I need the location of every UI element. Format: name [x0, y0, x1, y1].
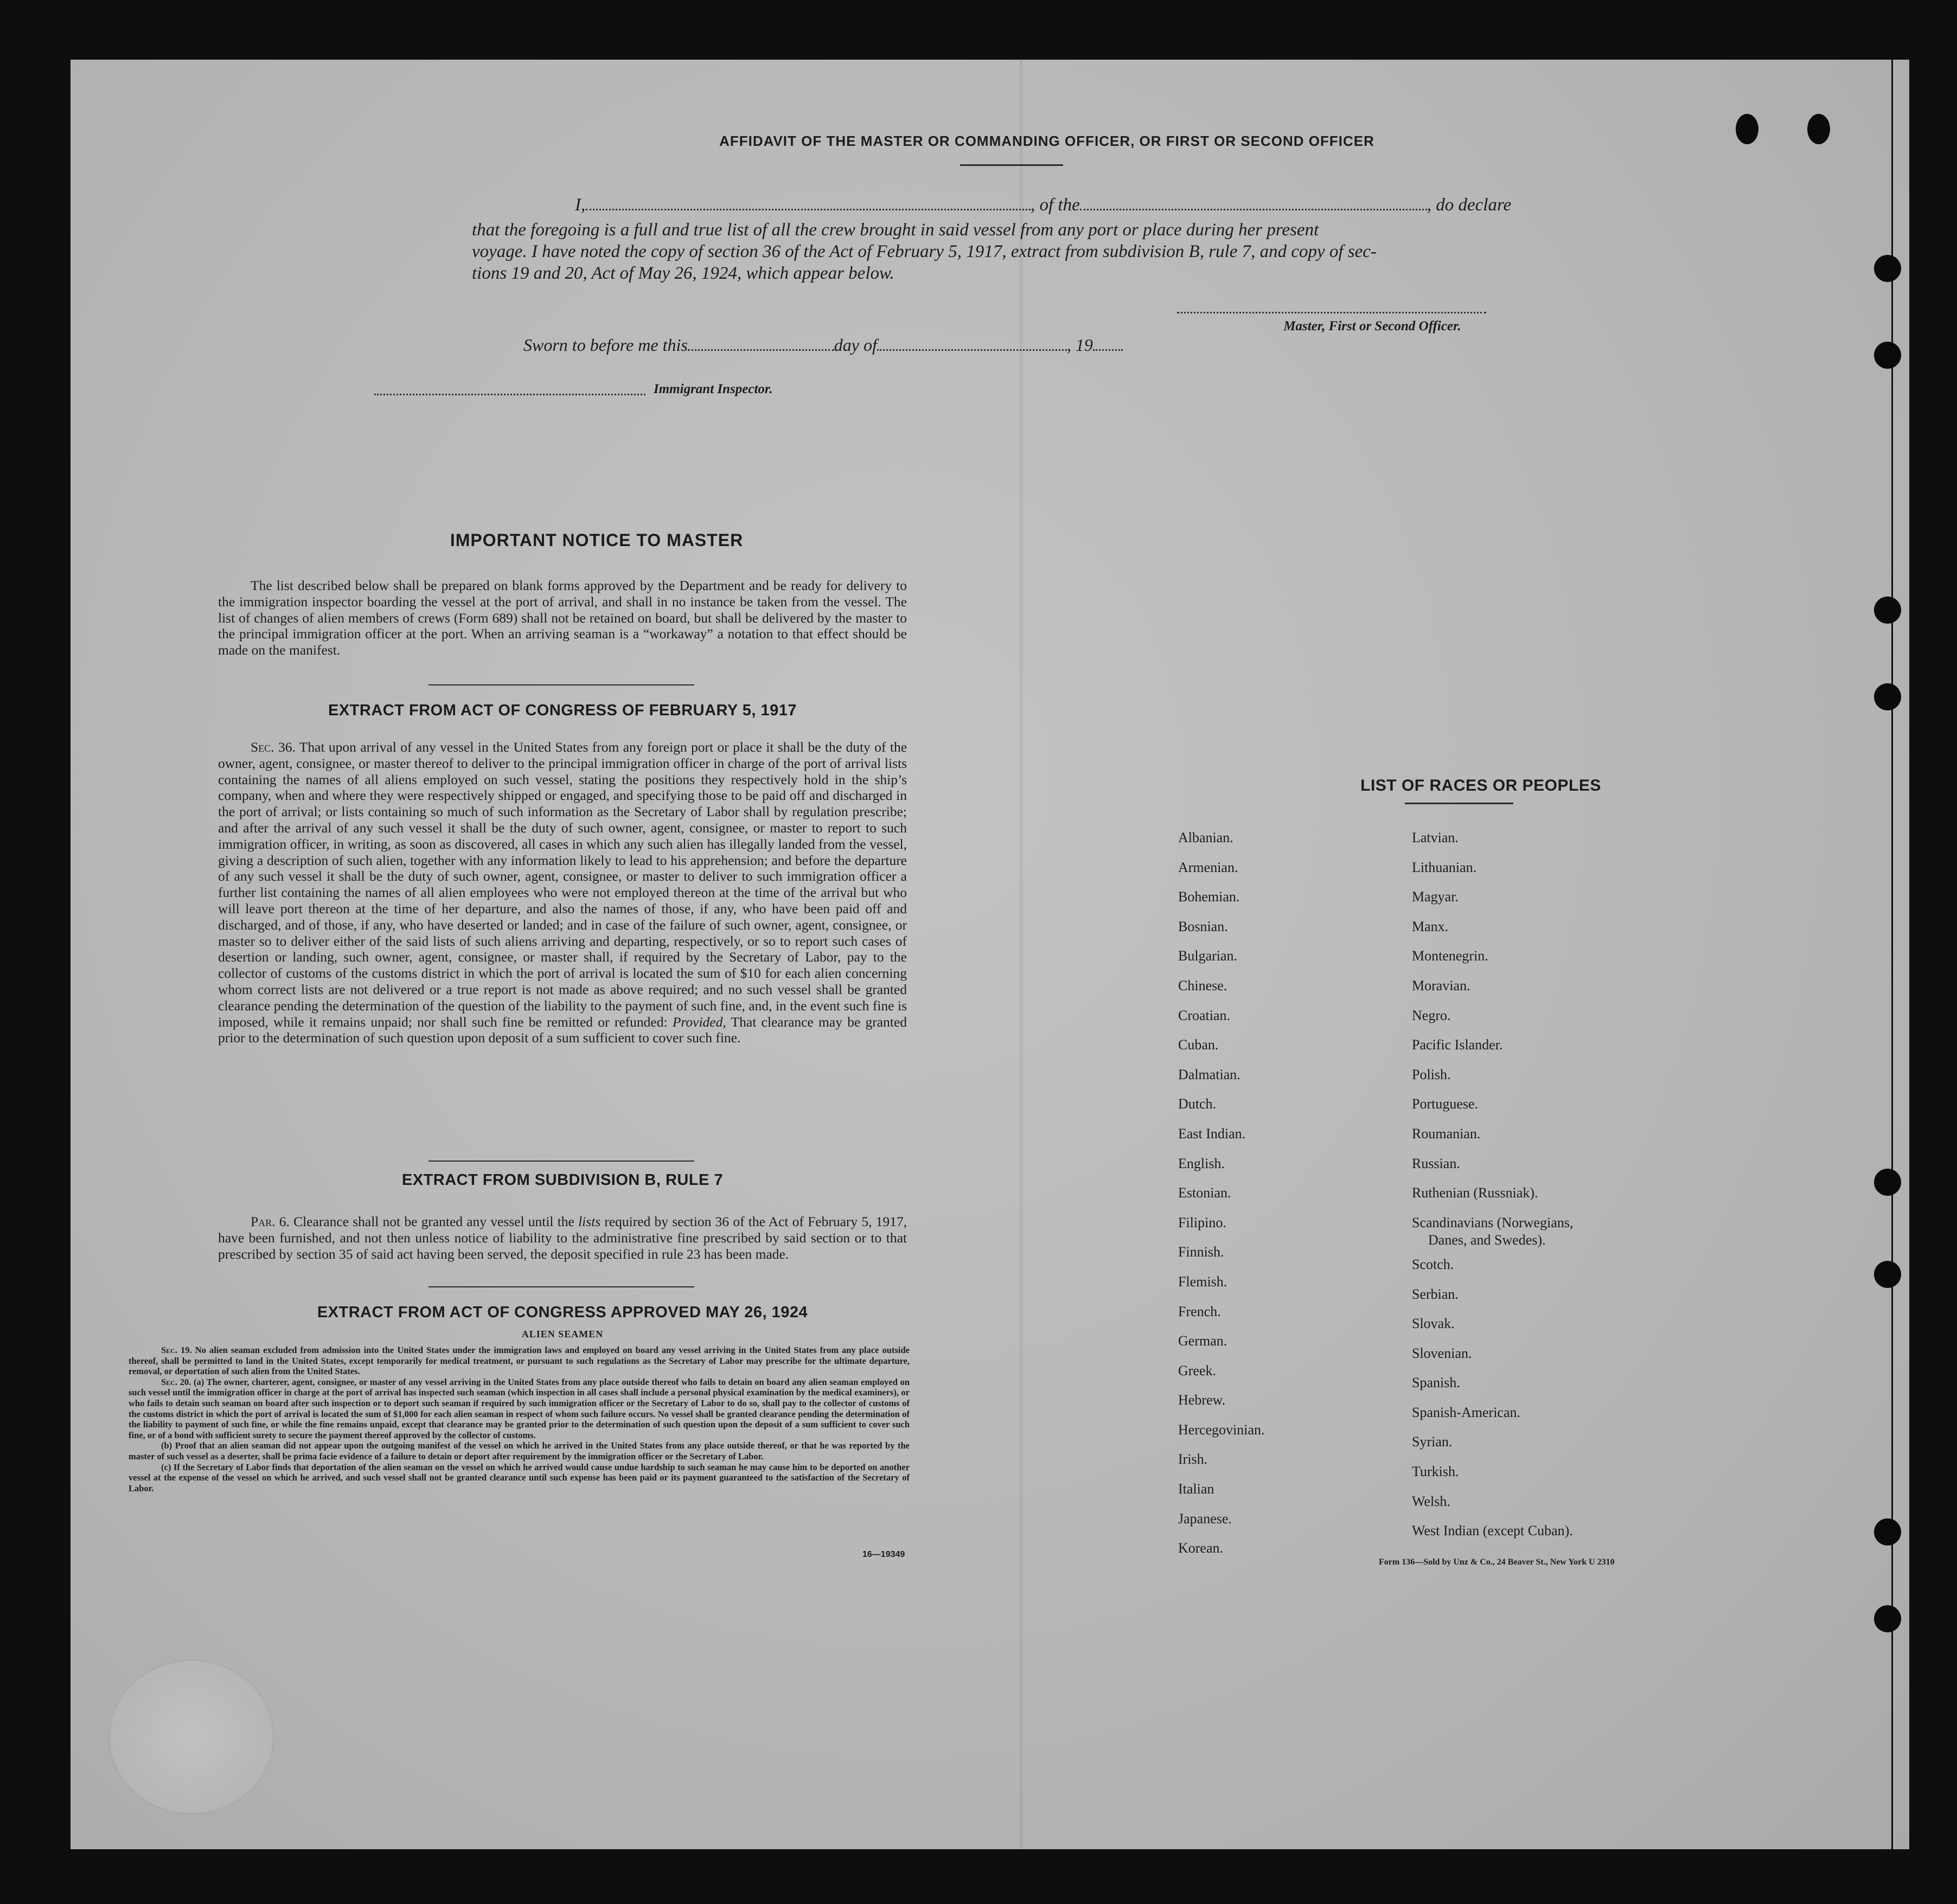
race-item: Pacific Islander.: [1412, 1037, 1503, 1053]
race-item: Welsh.: [1412, 1493, 1450, 1509]
declaration-do-declare: , do declare: [1427, 195, 1512, 215]
race-item: Armenian.: [1178, 859, 1238, 875]
race-item: Moravian.: [1412, 977, 1470, 993]
race-item: Cuban.: [1178, 1037, 1219, 1053]
race-item: Croatian.: [1178, 1007, 1231, 1023]
extract-1924-title: EXTRACT FROM ACT OF CONGRESS APPROVED MAY 26, 1924: [317, 1304, 808, 1321]
paragraph-6-label: Par. 6.: [251, 1214, 290, 1229]
race-item: Hercegovinian.: [1178, 1421, 1265, 1438]
race-item: East Indian.: [1178, 1125, 1246, 1142]
provided-word: Provided,: [672, 1014, 726, 1030]
punch-hole: [1874, 1605, 1901, 1632]
race-item: Japanese.: [1178, 1510, 1232, 1527]
section-20-c-text: (c) If the Secretary of Labor finds that deportation of the alien seaman on the vessel on which he arrived would cause undue hardship to such seaman he may cause him to be deported on another vessel at the expense of the vessel on which he arrived, and such vessel shall not be granted clearance until such expense has been paid or its payment guaranteed to the satisfaction of the Secretary of Labor.: [129, 1461, 910, 1493]
affidavit-title: AFFIDAVIT OF THE MASTER OR COMMANDING OFFICER, OR FIRST OR SECOND OFFICER: [719, 133, 1374, 149]
sections-19-20: [129, 1345, 910, 1493]
race-item: Ruthenian (Russniak).: [1412, 1185, 1538, 1201]
race-item: Lithuanian.: [1412, 859, 1477, 875]
race-item: Spanish-American.: [1412, 1404, 1521, 1420]
notice-paragraph: [218, 578, 907, 658]
divider: [429, 1286, 694, 1287]
section-20-label: Sec. 20.: [161, 1376, 191, 1387]
document-page: [71, 60, 1909, 1849]
master-label: Master, First or Second Officer.: [1283, 319, 1461, 334]
races-left-column: [1178, 823, 1265, 1563]
declaration-line-2: that the foregoing is a full and true list of all the crew brought in said vessel from any port or place during her present: [472, 220, 1319, 240]
notice-title: IMPORTANT NOTICE TO MASTER: [450, 530, 744, 550]
extract-1917-title: EXTRACT FROM ACT OF CONGRESS OF FEBRUARY 5, 1917: [328, 702, 797, 719]
race-item: Syrian.: [1412, 1434, 1453, 1450]
race-item: Montenegrin.: [1412, 948, 1488, 964]
divider: [429, 684, 694, 685]
race-item: Bosnian.: [1178, 918, 1228, 934]
declaration-line-3: voyage. I have noted the copy of section 36 of the Act of February 5, 1917, extract from subdivision B, rule 7, and copy of sec-: [472, 242, 1377, 261]
sworn-line: [523, 335, 1123, 355]
page-fold: [1020, 60, 1023, 1849]
race-item: Magyar.: [1412, 889, 1459, 905]
notice-text: The list described below shall be prepared on blank forms approved by the Department and be ready for delivery to the immigration inspector boarding the vessel at the port of arrival, and shall in no instance be taken from the vessel. The list of changes of alien members of crews (Form 689) shall not be retained on board, but shall be delivered by the master to the principal immigration officer at the port. When an arriving seaman is a “workaway” a notation to that effect should be made on the manifest.: [218, 578, 907, 658]
race-item: Greek.: [1178, 1362, 1217, 1379]
race-item: Spanish.: [1412, 1375, 1460, 1391]
race-item: Korean.: [1178, 1540, 1224, 1556]
declaration-i: I,: [575, 195, 586, 215]
race-item: Italian: [1178, 1481, 1214, 1497]
punch-hole: [1874, 683, 1901, 710]
race-item: West Indian (except Cuban).: [1412, 1523, 1573, 1539]
year-prefix: , 19: [1066, 335, 1093, 355]
race-item: Finnish.: [1178, 1244, 1224, 1260]
race-item: Bohemian.: [1178, 889, 1240, 905]
section-19-label: Sec. 19.: [161, 1345, 192, 1355]
race-item: Portuguese.: [1412, 1096, 1479, 1112]
name-blank[interactable]: [586, 195, 1031, 210]
race-item: German.: [1178, 1333, 1227, 1349]
section-36-text-end: That clearance may be granted prior to the determination of such question upon deposit of a sum sufficient to cover such fine.: [218, 1014, 907, 1046]
vessel-blank[interactable]: [1080, 195, 1427, 210]
race-item: Danes, and Swedes).: [1428, 1232, 1546, 1248]
races-right-column: [1412, 823, 1573, 1546]
punch-hole: [1874, 1169, 1901, 1196]
race-item: Negro.: [1412, 1007, 1451, 1023]
master-signature-line[interactable]: [1177, 312, 1486, 313]
rule-7-text: Clearance shall not be granted any vessel until the: [293, 1214, 574, 1229]
declaration-line-1: [472, 193, 1519, 217]
day-blank[interactable]: [688, 335, 834, 351]
race-item: Russian.: [1412, 1155, 1460, 1171]
punch-hole: [1874, 1518, 1901, 1546]
sworn-text: Sworn to before me this: [523, 335, 688, 355]
inspector-signature-line[interactable]: [374, 394, 645, 395]
race-item: Latvian.: [1412, 830, 1459, 845]
race-item: French.: [1178, 1303, 1221, 1319]
punch-hole: [1874, 255, 1901, 282]
race-item: Polish.: [1412, 1066, 1451, 1082]
day-of-text: day of: [834, 335, 877, 355]
declaration-line-4: tions 19 and 20, Act of May 26, 1924, which appear below.: [472, 264, 894, 283]
races-title: LIST OF RACES OR PEOPLES: [1360, 777, 1601, 794]
section-20-a-text: (a) The owner, charterer, agent, consignee, or master of any vessel arriving in the United States from any place outside thereof who fails to detain on board any alien seaman employed on such vessel until the immigration officer in charge at the port of arrival has inspected such seaman (which inspection in all cases shall include a personal physical examination by the medical examiners), or who fails to detain such seaman on board after such inspection or to deport such seaman if required by such immigration officer or the Secretary of Labor to do so, shall pay to the collector of customs of the customs district in which the port of arrival is located the sum of $1,000 for each alien seaman in respect of whom such failure occurs. No vessel shall be granted clearance pending the determination of the liability to payment of such fine, or while the fine remains unpaid, except that clearance may be granted prior to the determination of such question upon the deposit of a sum sufficient to cover such fine, or of a bond with sufficient surety to secure the payment thereof approved by the collector of customs.: [129, 1376, 910, 1440]
races-title-rule: [1405, 803, 1513, 804]
declaration-of-the: , of the: [1031, 195, 1080, 215]
race-item: Estonian.: [1178, 1185, 1231, 1201]
punch-hole: [1874, 342, 1901, 369]
page-edge-shadow: [1891, 60, 1893, 1849]
punch-hole: [1874, 1261, 1901, 1288]
race-item: Irish.: [1178, 1451, 1208, 1467]
section-20-b-text: (b) Proof that an alien seaman did not appear upon the outgoing manifest of the vessel on which he arrived in the United States from any place outside thereof, or that he was reported by the master of such vessel as a deserter, shall be prima facie evidence of a failure to detain or deport after requirement by the immigration officer or the Secretary of Labor.: [129, 1440, 910, 1461]
race-item: Albanian.: [1178, 830, 1233, 845]
year-blank[interactable]: [1093, 335, 1123, 351]
form-number: 16—19349: [862, 1550, 905, 1559]
race-item: Chinese.: [1178, 977, 1227, 993]
divider: [429, 1161, 694, 1162]
month-blank[interactable]: [877, 335, 1067, 351]
race-item: Scotch.: [1412, 1256, 1454, 1272]
rule-7-title: EXTRACT FROM SUBDIVISION B, RULE 7: [401, 1171, 724, 1189]
race-item: Turkish.: [1412, 1464, 1459, 1480]
alien-seamen-subtitle: ALIEN SEAMEN: [521, 1329, 604, 1339]
affidavit-title-rule: [960, 164, 1063, 166]
inspector-label: Immigrant Inspector.: [654, 382, 773, 396]
section-36-label: Sec. 36.: [251, 739, 296, 755]
race-item: Manx.: [1412, 918, 1449, 934]
race-item: Slovenian.: [1412, 1345, 1472, 1361]
race-item: Roumanian.: [1412, 1125, 1481, 1142]
rule-7-paragraph: [218, 1214, 907, 1262]
punch-hole: [1736, 114, 1758, 144]
section-36-text: That upon arrival of any vessel in the United States from any foreign port or place it shall be the duty of the owner, agent, consignee, or master thereof to deliver to the principal immigration officer in charge of the port of arrival lists containing the names of all aliens employed on such vessel, stating the positions they respectively hold in the ship’s company, when and where they were respectively shipped or engaged, and specifying those to be paid off and discharged in the port of arrival; or lists containing so much of such information as the Secretary of Labor shall by regulation prescribe; and after the arrival of any such vessel it shall be the duty of such owner, agent, consignee, or master to report to such immigration officer, in writing, as soon as discovered, all cases in which any such alien has illegally landed from the vessel, giving a description of such alien, together with any information likely to lead to his apprehension; and before the departure of any such vessel it shall be the duty of such owner, agent, consignee, or master to deliver to such immigration officer a further list containing the names of all alien employees who were not employed thereon at the time of the arrival but who will leave port thereon at the time of her departure, and also the names of those, if any, who have been paid off and discharged, and of those, if any, who have deserted or landed; and in case of the failure of such owner, agent, consignee, or master so to deliver either of the said lists of such aliens arriving and departing, respectively, or so to report such cases of desertion or landing, such owner, agent, consignee, or master shall, if required by the Secretary of Labor, pay to the collector of customs of the customs district in which the port of arrival is located the sum of $10 for each alien concerning whom correct lists are not delivered or a true report is not made as above required; and no such vessel shall be granted clearance pending the determination of the question of the liability to the payment of such fine, and, in the event such fine is imposed, while it remains unpaid; nor shall such fine be remitted or refunded:: [218, 739, 907, 1030]
race-item: Serbian.: [1412, 1286, 1459, 1302]
race-item: Slovak.: [1412, 1316, 1455, 1332]
lists-word: lists: [578, 1214, 601, 1229]
rule-7-text-end: required by section 36 of the Act of February 5, 1917, have been furnished, and not then unless notice of liability to the administrative fine prescribed by said section or to that prescribed by section 35 of said act having been served, the deposit specified in rule 23 has been made.: [218, 1214, 907, 1262]
race-item: Filipino.: [1178, 1214, 1226, 1230]
race-item: Dutch.: [1178, 1096, 1217, 1112]
race-item: Scandinavians (Norwegians,: [1412, 1214, 1574, 1230]
form-sold-footer: Form 136—Sold by Unz & Co., 24 Beaver St., New York U 2310: [1379, 1557, 1615, 1567]
race-item: Dalmatian.: [1178, 1066, 1240, 1082]
section-36-paragraph: [218, 739, 907, 1046]
punch-hole: [1874, 597, 1901, 624]
punch-hole: [1807, 114, 1830, 144]
embossed-seal: [108, 1659, 274, 1815]
race-item: Bulgarian.: [1178, 948, 1238, 964]
race-item: Hebrew.: [1178, 1392, 1226, 1408]
race-item: English.: [1178, 1155, 1225, 1171]
section-19-text: No alien seaman excluded from admission into the United States under the immigration laws and employed on board any vessel arriving in the United States from any place outside thereof, shall be permitted to land in the United States, except temporarily for medical treatment, or pursuant to such regulations as the Secretary of Labor may prescribe for the ultimate departure, removal, or deportation of such alien from the United States.: [129, 1345, 910, 1377]
race-item: Flemish.: [1178, 1273, 1227, 1290]
